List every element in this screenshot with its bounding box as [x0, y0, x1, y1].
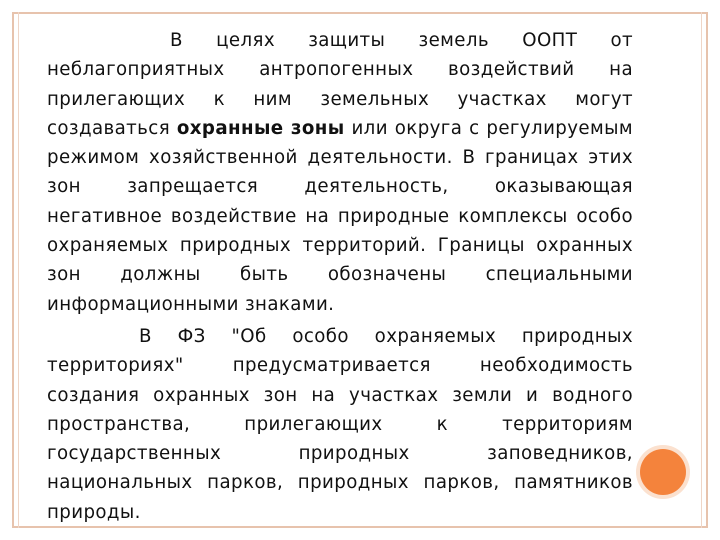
paragraph1-emphasis: охранные зоны: [176, 117, 345, 139]
accent-dot-icon: [640, 449, 686, 495]
frame-rule-left: [18, 12, 19, 528]
paragraph-federal-law: В ФЗ "Об особо охраняемых природных территориях" предусматривается необходимость создания охранных зон на участках земли и водного пространства, прилегающих к территориям государственных природных заповедников, национальных парков, природных парков, памятников природы.: [47, 325, 633, 523]
slide-body: [47, 26, 633, 527]
paragraph1-text-before: В целях защиты земель ООПТ от неблагоприятных антропогенных воздействий на прилегающих к ним земельных участках могут создаваться: [47, 30, 633, 139]
paragraph-protection-zones: [47, 26, 633, 319]
paragraph1-text-after: или округа с регулируемым режимом хозяйственной деятельности. В границах этих зон запрещается деятельность, оказывающая негативное воздействие на природные комплексы особо охраняемых природных территорий. Границы охранных зон должны быть обозначены специальными информационными знаками.: [47, 117, 633, 315]
frame-rule-right: [701, 12, 702, 528]
